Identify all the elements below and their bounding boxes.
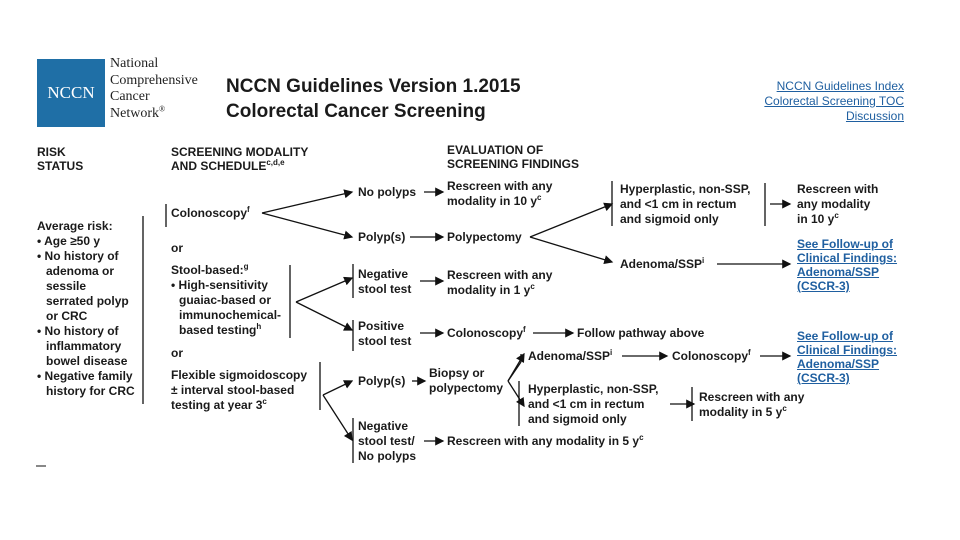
followup-link-top[interactable]: See Follow-up of Clinical Findings: Adenoma/SSP (CSCR-3) xyxy=(797,237,898,293)
outcome-rescreen-bottom: Rescreen with any modality in 5 $y^c$ xyxy=(699,390,805,419)
finding-polyps: Polyp(s) xyxy=(358,230,406,244)
modality-or-1: or xyxy=(171,241,183,255)
modality-colonoscopy: Colonoscopy$^f$ xyxy=(171,205,250,220)
action-colonoscopy: Colonoscopy$^f$ xyxy=(447,325,526,340)
action-follow-pathway: Follow pathway above xyxy=(577,326,705,340)
followup-link-bottom[interactable]: See Follow-up of Clinical Findings: Adenoma/SSP (CSCR-3) xyxy=(797,329,898,385)
finding-positive-stool: Positive stool test xyxy=(358,319,412,348)
screening-modality-header: SCREENING MODALITY AND SCHEDULE$^{c,d,e}$ xyxy=(171,145,309,173)
guidelines-index-link[interactable]: NCCN Guidelines Index xyxy=(776,79,904,93)
action-rescreen-5y: Rescreen with any modality in 5 $y^c$ xyxy=(447,433,644,448)
finding-negative-flex: Negative stool test/ No polyps xyxy=(358,419,417,463)
action-polypectomy: Polypectomy xyxy=(447,230,522,244)
modality-or-2: or xyxy=(171,346,183,360)
average-risk-block: Average risk: • Age ≥50 y • No history of adenoma or sessile serrated polyp or CRC • No history of inflammatory bowel disease • Negative family history for CRC xyxy=(37,219,135,398)
guideline-topic-title: Colorectal Cancer Screening xyxy=(226,101,486,122)
modality-stool-based: Stool-based:$^g$ • High-sensitivity guaiac-based or immunochemical- based testing$^h$ xyxy=(171,262,282,337)
action-rescreen-10y: Rescreen with any modality in 10 $y^c$ xyxy=(447,179,553,208)
action-biopsy: Biopsy or polypectomy xyxy=(429,366,504,395)
discussion-link[interactable]: Discussion xyxy=(845,109,904,123)
finding-polyps-flex: Polyp(s) xyxy=(358,374,406,388)
outcome-colonoscopy: Colonoscopy$^f$ xyxy=(672,348,751,363)
risk-status-header: RISK STATUS xyxy=(37,145,84,173)
evaluation-header: EVALUATION OF SCREENING FINDINGS xyxy=(447,143,580,171)
guideline-version-title: NCCN Guidelines Version 1.2015 xyxy=(226,76,521,97)
outcome-hyperplastic-bottom: Hyperplastic, non-SSP, and <1 cm in rectum and sigmoid only xyxy=(528,382,659,426)
nccn-logo-mark: NCCN xyxy=(37,59,105,127)
outcome-adenoma-bottom: Adenoma/SSP$^i$ xyxy=(528,348,613,363)
outcome-rescreen-top: Rescreen with any modality in 10 $y^c$ xyxy=(797,182,879,226)
nccn-logo-text: National Comprehensive Cancer Network® xyxy=(110,56,198,121)
finding-no-polyps: No polyps xyxy=(358,185,417,199)
outcome-adenoma-top: Adenoma/SSP$^i$ xyxy=(620,256,705,271)
modality-flex-sigmoidoscopy: Flexible sigmoidoscopy ± interval stool-based testing at year 3$^c$ xyxy=(171,368,308,412)
screening-toc-link[interactable]: Colorectal Screening TOC xyxy=(764,94,904,108)
finding-negative-stool: Negative stool test xyxy=(358,267,412,296)
outcome-hyperplastic-top: Hyperplastic, non-SSP, and <1 cm in rectum and sigmoid only xyxy=(620,182,751,226)
action-rescreen-1y: Rescreen with any modality in 1 $y^c$ xyxy=(447,268,553,297)
